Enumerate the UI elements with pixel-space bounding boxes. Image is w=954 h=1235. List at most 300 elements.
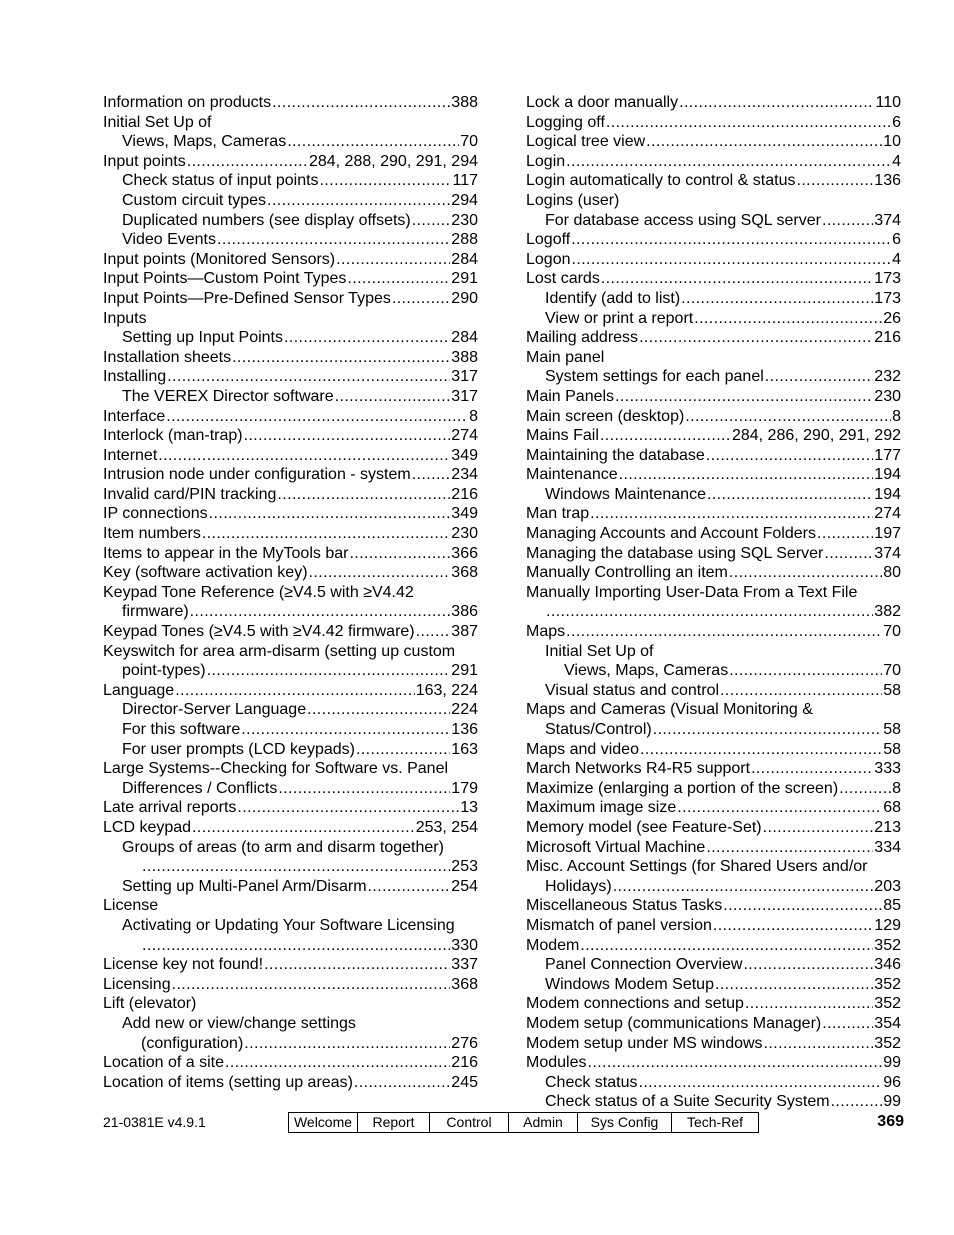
dot-leader	[706, 446, 874, 466]
index-term: Invalid card/PIN tracking	[103, 485, 277, 503]
index-term: For database access using SQL server	[545, 211, 821, 229]
dot-leader	[613, 877, 874, 897]
index-term: Login	[526, 152, 566, 170]
index-entry	[526, 524, 901, 544]
nav-tech-ref-button[interactable]: Tech-Ref	[686, 1114, 744, 1130]
index-entry	[103, 289, 478, 309]
page-reference[interactable]: 80	[883, 564, 901, 582]
index-entry	[103, 367, 478, 387]
index-entry	[526, 465, 901, 485]
dot-leader	[587, 1053, 882, 1073]
page-reference[interactable]: 213	[874, 818, 901, 836]
dot-leader	[566, 622, 882, 642]
index-term: IP connections	[103, 505, 208, 523]
index-term: Keyswitch for area arm-disarm (setting up custom	[103, 642, 456, 660]
page-reference[interactable]: 4	[892, 152, 901, 170]
page-reference[interactable]: 294	[451, 191, 478, 209]
page-reference[interactable]: 374	[874, 211, 901, 229]
index-term: Miscellaneous Status Tasks	[526, 897, 723, 915]
page-reference[interactable]: 99	[883, 1054, 901, 1072]
page-reference[interactable]: 230	[874, 387, 901, 405]
index-entry	[103, 681, 478, 701]
page-reference[interactable]: 99	[883, 1093, 901, 1111]
index-term: Identify (add to list)	[545, 289, 681, 307]
dot-leader	[765, 367, 874, 387]
page-reference[interactable]: 26	[883, 309, 901, 327]
index-term: Input Points—Custom Point Types	[103, 270, 347, 288]
page-reference[interactable]: 330	[451, 936, 478, 954]
page-reference[interactable]: 8	[892, 407, 901, 425]
page-reference[interactable]: 290	[451, 289, 478, 307]
index-entry	[526, 563, 901, 583]
page-reference[interactable]: 179	[451, 779, 478, 797]
dot-leader	[763, 818, 874, 838]
dot-leader	[172, 975, 451, 995]
index-term: System settings for each panel	[545, 368, 764, 386]
dot-leader	[745, 994, 873, 1014]
page-reference[interactable]: 197	[874, 525, 901, 543]
index-term: Lift (elevator)	[103, 995, 197, 1013]
dot-leader	[729, 563, 882, 583]
page-reference[interactable]: 245	[451, 1073, 478, 1091]
index-term: Check status of input points	[122, 172, 319, 190]
page-reference[interactable]: 173	[874, 289, 901, 307]
dot-leader	[571, 230, 891, 250]
page-number: 369	[877, 1113, 904, 1130]
index-entry	[526, 113, 901, 133]
page-reference[interactable]: 58	[883, 740, 901, 758]
index-entry	[103, 583, 478, 622]
index-term: Panel Connection Overview	[545, 956, 743, 974]
dot-leader	[601, 269, 873, 289]
page-reference[interactable]: 254	[451, 877, 478, 895]
dot-leader	[287, 132, 459, 152]
page-reference[interactable]: 352	[874, 995, 901, 1013]
page-reference[interactable]: 253, 254	[415, 818, 478, 836]
page-reference[interactable]: 10	[883, 133, 901, 151]
index-entry	[526, 740, 901, 760]
dot-leader	[546, 602, 873, 622]
index-entry	[526, 367, 901, 387]
index-entry	[103, 955, 478, 975]
index-entry	[526, 622, 901, 642]
index-term-continuation: (configuration)	[141, 1034, 244, 1052]
index-term: Maintenance	[526, 466, 618, 484]
index-term: For this software	[122, 721, 241, 738]
dot-leader	[336, 250, 450, 270]
nav-admin-button[interactable]: Admin	[509, 1113, 578, 1132]
page-reference[interactable]: 354	[874, 1014, 901, 1032]
page-footer	[103, 1112, 904, 1134]
index-term: Intrusion node under configuration - system	[103, 466, 411, 484]
dot-leader	[272, 93, 450, 113]
page-reference[interactable]: 387	[451, 623, 478, 641]
index-term: Installation sheets	[103, 348, 232, 366]
dot-leader	[284, 328, 450, 348]
dot-leader	[335, 387, 451, 407]
index-entry	[526, 896, 901, 916]
index-entry	[103, 916, 478, 955]
page-reference[interactable]: 234	[451, 466, 478, 484]
page-reference[interactable]: 96	[883, 1073, 901, 1091]
page-reference[interactable]: 8	[469, 407, 478, 425]
nav-welcome-button[interactable]: Welcome	[289, 1113, 358, 1132]
index-entry	[526, 407, 901, 427]
index-term: Setting up Multi-Panel Arm/Disarm	[122, 877, 367, 895]
dot-leader	[713, 916, 873, 936]
index-term: Manually Controlling an item	[526, 564, 728, 582]
page-reference[interactable]: 58	[883, 681, 901, 699]
dot-leader	[277, 485, 450, 505]
index-entry	[103, 152, 478, 172]
page-reference[interactable]: 224	[451, 701, 478, 719]
dot-leader	[606, 113, 891, 133]
page-reference[interactable]: 129	[874, 916, 901, 934]
index-entry	[103, 250, 478, 270]
dot-leader	[309, 563, 451, 583]
index-term: Input points (Monitored Sensors)	[103, 250, 336, 268]
index-term: Logoff	[526, 231, 571, 249]
index-term: Keypad Tones (≥V4.5 with ≥V4.42 firmware)	[103, 623, 415, 641]
page-reference[interactable]: 366	[451, 544, 478, 562]
page-reference[interactable]: 70	[460, 133, 478, 151]
dot-leader	[356, 740, 450, 760]
index-entry	[526, 544, 901, 564]
index-term: Language	[103, 681, 175, 699]
index-term: Initial Set Up of	[545, 642, 654, 660]
index-entry	[526, 211, 901, 231]
index-entry	[526, 191, 901, 211]
index-entry	[103, 132, 478, 152]
page-reference[interactable]: 317	[451, 387, 478, 405]
dot-leader	[190, 602, 451, 622]
index-column-right	[526, 93, 901, 1112]
dot-leader	[653, 720, 882, 740]
dot-leader	[822, 211, 873, 231]
index-term: Check status	[545, 1073, 638, 1091]
index-term: Maps and Cameras (Visual Monitoring &	[526, 701, 813, 719]
index-entry	[103, 544, 478, 564]
page-reference[interactable]: 70	[883, 623, 901, 641]
index-entry	[103, 700, 478, 720]
index-entry	[526, 289, 901, 309]
index-entry	[526, 798, 901, 818]
index-entry	[526, 485, 901, 505]
page-reference[interactable]: 288	[451, 231, 478, 249]
page-reference[interactable]: 8	[892, 779, 901, 797]
index-term: Maintaining the database	[526, 446, 705, 464]
index-entry	[103, 975, 478, 995]
dot-leader	[619, 465, 874, 485]
index-entry	[103, 348, 478, 368]
index-entry	[103, 563, 478, 583]
page-reference[interactable]: 333	[874, 760, 901, 778]
page-reference[interactable]: 136	[874, 172, 901, 190]
page-reference[interactable]: 276	[451, 1034, 478, 1052]
index-entry	[526, 759, 901, 779]
dot-leader	[307, 700, 450, 720]
index-entry	[526, 936, 901, 956]
nav-sys-config-button[interactable]: Sys Config	[578, 1113, 672, 1132]
dot-leader	[416, 622, 451, 642]
index-term: LCD keypad	[103, 818, 192, 836]
page-reference[interactable]: 334	[874, 838, 901, 856]
dot-leader	[187, 152, 308, 172]
dot-leader	[639, 328, 873, 348]
index-term: Logins (user)	[526, 191, 620, 209]
page-reference[interactable]: 230	[451, 525, 478, 543]
index-entry	[103, 407, 478, 427]
index-entry	[103, 485, 478, 505]
index-term: Lock a door manually	[526, 94, 679, 111]
page-reference[interactable]: 216	[874, 329, 901, 347]
page-reference[interactable]: 216	[451, 1054, 478, 1072]
page-reference[interactable]: 216	[451, 485, 478, 503]
dot-leader	[590, 504, 873, 524]
index-term: Check status of a Suite Security System	[545, 1093, 830, 1111]
page-reference[interactable]: 117	[452, 172, 478, 190]
index-entry	[103, 720, 478, 740]
page-reference[interactable]: 349	[451, 505, 478, 523]
index-term: Groups of areas (to arm and disarm together)	[122, 838, 444, 856]
index-term-continuation: Differences / Conflicts	[122, 779, 278, 797]
index-term: Modem	[526, 936, 580, 954]
nav-report-button[interactable]: Report	[358, 1113, 430, 1132]
page-reference[interactable]: 388	[451, 94, 478, 111]
dot-leader	[677, 798, 882, 818]
index-term: Setting up Input Points	[122, 329, 283, 347]
dot-leader	[264, 955, 450, 975]
page-reference[interactable]: 291	[451, 662, 478, 680]
index-term: The VEREX Director software	[122, 387, 334, 405]
index-entry	[526, 93, 901, 113]
index-term: Managing the database using SQL Server	[526, 544, 824, 562]
index-term: Manually Importing User-Data From a Text File	[526, 583, 858, 601]
dot-leader	[685, 407, 891, 427]
index-entry	[103, 230, 478, 250]
index-entry	[103, 93, 478, 113]
page-reference[interactable]: 374	[874, 544, 901, 562]
index-entry	[526, 504, 901, 524]
index-entry	[526, 916, 901, 936]
index-term: Modules	[526, 1054, 587, 1072]
page-reference[interactable]: 388	[451, 348, 478, 366]
index-term: Windows Maintenance	[545, 485, 706, 503]
page-reference[interactable]: 230	[451, 211, 478, 229]
page-reference[interactable]: 58	[883, 721, 901, 738]
index-term: Inputs	[103, 309, 147, 327]
page-reference[interactable]: 352	[874, 975, 901, 993]
index-entry	[526, 975, 901, 995]
page-reference[interactable]: 6	[892, 231, 901, 249]
index-entry	[103, 1073, 478, 1093]
dot-leader	[237, 798, 459, 818]
page-reference[interactable]: 85	[883, 897, 901, 915]
page-reference[interactable]: 346	[874, 956, 901, 974]
page-reference[interactable]: 274	[451, 427, 478, 445]
index-term: License	[103, 897, 159, 915]
dot-leader	[679, 93, 874, 113]
dot-leader	[638, 1073, 882, 1093]
dot-leader	[715, 975, 873, 995]
index-term: Location of a site	[103, 1054, 224, 1072]
dot-leader	[839, 779, 891, 799]
dot-leader	[167, 367, 450, 387]
page-reference[interactable]: 337	[451, 956, 478, 974]
page-reference[interactable]: 173	[874, 270, 901, 288]
index-term: Mailing address	[526, 329, 639, 347]
dot-leader	[320, 171, 452, 191]
dot-leader	[720, 681, 882, 701]
index-entry	[526, 681, 901, 701]
page-reference[interactable]: 253	[451, 858, 478, 876]
page-reference[interactable]: 13	[460, 799, 478, 817]
dot-leader	[244, 1034, 450, 1054]
page-reference[interactable]: 284	[451, 329, 478, 347]
index-term: Lost cards	[526, 270, 600, 288]
nav-control-button[interactable]: Control	[430, 1113, 509, 1132]
dot-leader	[142, 857, 450, 877]
index-entry	[526, 446, 901, 466]
page-reference[interactable]: 68	[883, 799, 901, 817]
index-term: Logging off	[526, 113, 605, 131]
index-entry	[103, 387, 478, 407]
page-reference[interactable]: 284, 286, 290, 291, 292	[731, 427, 901, 445]
page-reference[interactable]: 317	[451, 368, 478, 386]
page-reference[interactable]: 352	[874, 1034, 901, 1052]
index-term: Login automatically to control & status	[526, 172, 796, 190]
index-entry	[103, 269, 478, 289]
index-entry	[526, 583, 901, 622]
index-term: Main Panels	[526, 387, 615, 405]
index-term: Memory model (see Feature-Set)	[526, 818, 762, 836]
index-term: Modem connections and setup	[526, 995, 744, 1013]
dot-leader	[412, 465, 451, 485]
page-reference[interactable]: 368	[451, 975, 478, 993]
page-reference[interactable]: 163	[451, 740, 478, 758]
index-term: License key not found!	[103, 956, 264, 974]
dot-leader	[707, 485, 873, 505]
dot-leader	[817, 524, 873, 544]
page-reference[interactable]: 194	[874, 485, 901, 503]
index-entry	[526, 955, 901, 975]
page-reference[interactable]: 110	[875, 94, 901, 111]
index-entry	[103, 328, 478, 348]
dot-leader	[192, 818, 415, 838]
index-entry	[526, 1092, 901, 1112]
index-term: Modem setup (communications Manager)	[526, 1014, 822, 1032]
index-term: Input Points—Pre-Defined Sensor Types	[103, 289, 391, 307]
index-term: March Networks R4-R5 support	[526, 760, 751, 778]
index-term: Views, Maps, Cameras	[564, 662, 729, 680]
index-entry	[526, 1053, 901, 1073]
nav-tab-bar	[288, 1112, 759, 1133]
index-entry	[103, 191, 478, 211]
page-reference[interactable]: 203	[874, 877, 901, 895]
index-term: Main panel	[526, 348, 605, 366]
index-term: Director-Server Language	[122, 701, 307, 719]
index-entry	[526, 700, 901, 739]
dot-leader	[278, 779, 450, 799]
page-reference[interactable]: 4	[892, 250, 901, 268]
dot-leader	[640, 740, 882, 760]
page-reference[interactable]: 284	[451, 250, 478, 268]
index-entry	[103, 798, 478, 818]
index-entry	[526, 269, 901, 289]
index-term: Internet	[103, 446, 158, 464]
page-reference[interactable]: 386	[451, 603, 478, 621]
index-term: Interface	[103, 407, 166, 425]
dot-leader	[241, 720, 450, 740]
index-term: Man trap	[526, 505, 590, 523]
page-reference[interactable]: 382	[874, 603, 901, 621]
index-term: Initial Set Up of	[103, 113, 212, 131]
page-reference[interactable]: 284, 288, 290, 291, 294	[308, 152, 478, 170]
dot-leader	[600, 426, 731, 446]
index-entry	[103, 1053, 478, 1073]
page-reference[interactable]: 291	[451, 270, 478, 288]
index-term: Misc. Account Settings (for Shared Users and/or	[526, 858, 868, 876]
index-term: Item numbers	[103, 525, 201, 543]
index-entry	[103, 838, 478, 877]
dot-leader	[706, 838, 873, 858]
index-entry	[103, 740, 478, 760]
index-entry	[526, 250, 901, 270]
page-reference[interactable]: 352	[874, 936, 901, 954]
page-reference[interactable]: 194	[874, 466, 901, 484]
index-term: Input points	[103, 152, 186, 170]
index-entry	[526, 838, 901, 858]
dot-leader	[142, 936, 450, 956]
index-column-left	[103, 93, 478, 1092]
dot-leader	[412, 211, 451, 231]
page-reference[interactable]: 136	[451, 721, 478, 738]
dot-leader	[796, 171, 873, 191]
index-term-continuation: firmware)	[122, 603, 189, 621]
page-reference[interactable]: 70	[883, 662, 901, 680]
page-reference[interactable]: 349	[451, 446, 478, 464]
index-entry	[526, 661, 901, 681]
dot-leader	[681, 289, 873, 309]
index-term: Main screen (desktop)	[526, 407, 685, 425]
page-reference[interactable]: 368	[451, 564, 478, 582]
dot-leader	[580, 936, 873, 956]
index-entry	[526, 642, 901, 662]
index-entry	[526, 1034, 901, 1054]
index-term-continuation: Holidays)	[545, 877, 612, 895]
dot-leader	[831, 1092, 883, 1112]
index-term: Duplicated numbers (see display offsets)	[122, 211, 411, 229]
index-term: Items to appear in the MyTools bar	[103, 544, 349, 562]
index-entry	[526, 152, 901, 172]
index-entry	[103, 994, 478, 1014]
index-term: Custom circuit types	[122, 191, 267, 209]
page-reference[interactable]: 163, 224	[415, 681, 478, 699]
dot-leader	[646, 132, 882, 152]
dot-leader	[368, 877, 451, 897]
index-term: Managing Accounts and Account Folders	[526, 525, 816, 543]
index-entry	[526, 230, 901, 250]
page-reference[interactable]: 274	[874, 505, 901, 523]
dot-leader	[743, 955, 873, 975]
document-id: 21-0381E v4.9.1	[103, 1114, 206, 1130]
page-reference[interactable]: 177	[874, 446, 901, 464]
index-entry	[526, 348, 901, 368]
index-term: Late arrival reports	[103, 799, 237, 817]
page-reference[interactable]: 232	[874, 368, 901, 386]
page-reference[interactable]: 6	[892, 113, 901, 131]
dot-leader	[209, 504, 451, 524]
